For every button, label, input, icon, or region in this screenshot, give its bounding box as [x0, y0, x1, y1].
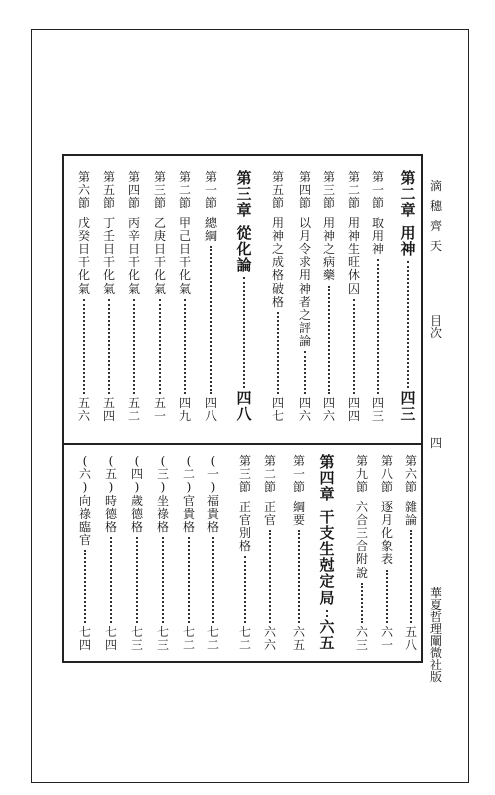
toc-entry-title: [264, 501, 276, 527]
dot-leader: [269, 530, 271, 623]
entry-title-glyphs: 戊 癸 日 干 化 氣: [77, 215, 90, 296]
toc-entry-title: [236, 223, 252, 275]
toc-page-number: [128, 397, 140, 423]
page-number-glyphs: 七 四: [78, 624, 91, 652]
toc-entry-column[interactable]: [121, 171, 147, 423]
toc-entry-column[interactable]: [286, 455, 312, 652]
section-number-glyphs: 第 五 節: [102, 170, 115, 211]
page-number-glyphs: 四 六: [298, 395, 311, 423]
toc-entry-title: [128, 217, 140, 296]
toc-entry-title: [381, 501, 393, 567]
page-number-glyphs: 七 二: [238, 624, 251, 652]
section-number-glyphs: 第 二 章: [400, 169, 416, 220]
toc-page-number: [78, 397, 90, 423]
dot-leader: [188, 537, 190, 623]
dot-leader: [110, 537, 112, 623]
entry-title-glyphs: 取 用 神: [371, 215, 384, 256]
section-number-glyphs: 第 六 節: [404, 454, 417, 495]
toc-page-number: [319, 617, 335, 652]
toc-section-number: [205, 171, 217, 211]
dot-leader: [210, 246, 212, 394]
entry-title-glyphs: 雜 論: [404, 499, 417, 527]
page-number-glyphs: 七 三: [130, 624, 143, 652]
toc-page-number: [323, 397, 335, 423]
section-number-glyphs: 第 三 節: [238, 454, 251, 495]
dot-leader: [162, 537, 164, 623]
entry-title-glyphs: 干 支 生 尅 定 局: [319, 507, 335, 607]
toc-entry-title: [131, 455, 143, 534]
entry-title-glyphs: ( 五 ) 時 德 格: [104, 454, 117, 534]
toc-entry-column[interactable]: [265, 171, 291, 423]
dot-leader: [184, 299, 186, 394]
page-number-glyphs: 六 六: [263, 624, 276, 652]
toc-section-number: [239, 455, 251, 495]
toc-section-number: [78, 171, 90, 211]
toc-section-number: [381, 455, 393, 495]
toc-entry-title: [105, 455, 117, 534]
toc-page-number: [131, 626, 143, 652]
page-number-glyphs: 四 六: [322, 395, 335, 423]
entry-title-glyphs: 綱 要: [292, 499, 305, 527]
toc-section-number: [103, 171, 115, 211]
toc-entry-column[interactable]: [374, 455, 400, 652]
toc-page-number: [105, 626, 117, 652]
toc-entry-column[interactable]: [124, 455, 150, 652]
page-number-glyphs: 五 二: [127, 395, 140, 423]
entry-title-glyphs: 丙 辛 日 干 化 氣: [127, 215, 140, 296]
toc-entry-title: [79, 455, 91, 547]
entry-title-glyphs: 從 化 論: [236, 223, 252, 274]
toc-page-number: [157, 626, 169, 652]
toc-page-number: [103, 397, 115, 423]
toc-section-number: [356, 455, 368, 495]
section-divider: [62, 443, 423, 445]
toc-entry-column[interactable]: [172, 171, 198, 423]
entry-title-glyphs: 以 月 令 求 用 神 者 之 評 論: [298, 215, 311, 349]
toc-page-number: [239, 626, 251, 652]
toc-entry-title: [372, 217, 384, 257]
toc-page-number: [348, 397, 360, 423]
page-number-glyphs: 四 八: [204, 395, 217, 423]
page-number-glyphs: 六 一: [380, 624, 393, 652]
toc-entry-title: [183, 455, 195, 534]
toc-section-number: [319, 455, 334, 504]
entry-title-glyphs: 用 神: [400, 223, 416, 258]
dot-leader: [353, 299, 355, 394]
page-number-glyphs: 六 三: [355, 624, 368, 652]
vertical-text: 華 夏 哲 理 闡 微 社 版: [429, 586, 442, 684]
toc-entry-title: [207, 455, 219, 534]
toc-entry-column[interactable]: [232, 455, 258, 652]
toc-section-number: [154, 171, 166, 211]
publisher-imprint: [426, 587, 446, 683]
toc-section-number: [323, 171, 335, 211]
toc-entry-title: [239, 501, 251, 554]
toc-entry-column[interactable]: [257, 455, 283, 652]
dot-leader: [361, 583, 363, 623]
dot-leader: [84, 550, 86, 622]
toc-entry-title: [323, 217, 335, 283]
section-number-glyphs: 第 一 節: [371, 170, 384, 211]
toc-entry-title: [405, 501, 417, 527]
page-number-glyphs: 五 四: [102, 395, 115, 423]
toc-entry-column[interactable]: [72, 455, 98, 652]
toc-entry-column[interactable]: [98, 455, 124, 652]
section-number-glyphs: 第 五 節: [271, 170, 284, 211]
toc-entry-title: [157, 455, 169, 534]
page-number-glyphs: 七 二: [182, 624, 195, 652]
toc-section-number: [128, 171, 140, 211]
toc-entry-column[interactable]: [316, 171, 342, 423]
dot-leader: [326, 610, 328, 617]
entry-title-glyphs: 正 官 別 格: [238, 499, 251, 554]
toc-section-number: [372, 171, 384, 211]
toc-section-number: [293, 455, 305, 495]
section-number-glyphs: 第 二 節: [263, 454, 276, 495]
section-number-glyphs: 第 一 節: [292, 454, 305, 495]
toc-entry-title: [154, 217, 166, 296]
dot-leader: [407, 261, 409, 388]
entry-title-glyphs: 用 神 生 旺 休 囚: [347, 215, 360, 296]
dot-leader: [298, 530, 300, 623]
page-number-glyphs: 四 七: [271, 395, 284, 423]
toc-page-number: [400, 388, 416, 423]
dot-leader: [83, 299, 85, 394]
vertical-text: 滴 穗 齊 天: [429, 179, 442, 253]
page-number-glyphs: 六 五: [319, 617, 335, 652]
toc-page-number: [264, 626, 276, 652]
entry-title-glyphs: 甲 己 日 干 化 氣: [178, 215, 191, 296]
toc-entry-title: [356, 501, 368, 580]
toc-entry-column[interactable]: [147, 171, 173, 423]
toc-page-number: [299, 397, 311, 423]
toc-section-number: [272, 171, 284, 211]
toc-entry-title: [78, 217, 90, 296]
section-number-glyphs: 第 九 節: [355, 454, 368, 495]
dot-leader: [108, 299, 110, 394]
section-number-glyphs: 第 二 節: [178, 170, 191, 211]
toc-entry-title: [400, 223, 416, 258]
toc-entry-column[interactable]: [71, 171, 97, 423]
dot-leader: [386, 570, 388, 623]
entry-title-glyphs: 乙 庚 日 干 化 氣: [153, 215, 166, 296]
toc-page-number: [205, 397, 217, 423]
section-number-glyphs: 第 八 節: [380, 454, 393, 495]
entry-title-glyphs: ( 一 ) 福 貴 格: [206, 454, 219, 534]
toc-page-number: [272, 397, 284, 423]
page-number-glyphs: 七 二: [206, 624, 219, 652]
dot-leader: [244, 556, 246, 622]
section-number-glyphs: 第 三 節: [153, 170, 166, 211]
section-number-glyphs: 第 四 節: [127, 170, 140, 211]
toc-chapter-column[interactable]: [314, 455, 340, 652]
toc-page-number: [236, 388, 252, 423]
toc-page-number: [381, 626, 393, 652]
entry-title-glyphs: ( 二 ) 官 貴 格: [182, 454, 195, 534]
vertical-text: 四: [429, 436, 442, 450]
entry-title-glyphs: 用 神 之 病 藥: [322, 215, 335, 283]
toc-page-number: [356, 626, 368, 652]
book-title: [426, 180, 446, 252]
toc-entry-column[interactable]: [292, 171, 318, 423]
toc-page-number: [183, 626, 195, 652]
toc-section-number: [405, 455, 417, 495]
toc-page-number: [154, 397, 166, 423]
toc-entry-title: [293, 501, 305, 527]
toc-entry-title: [348, 217, 360, 296]
section-number-glyphs: 第 三 章: [236, 169, 252, 220]
toc-page-number: [79, 626, 91, 652]
toc-entry-title: [299, 217, 311, 349]
page-number-glyphs: 六 五: [292, 624, 305, 652]
toc-entry-column[interactable]: [150, 455, 176, 652]
dot-leader: [410, 530, 412, 623]
toc-entry-title: [179, 217, 191, 296]
toc-entry-column[interactable]: [200, 455, 226, 652]
dot-leader: [328, 286, 330, 394]
page-number-glyphs: 四 八: [236, 388, 252, 423]
section-number-glyphs: 第 四 章: [319, 453, 335, 504]
page-number-glyphs: 五 八: [404, 624, 417, 652]
page-number-glyphs: 四 四: [347, 395, 360, 423]
page-number-glyphs: 四 九: [178, 395, 191, 423]
dot-leader: [133, 299, 135, 394]
toc-section-number: [400, 171, 415, 220]
section-number-glyphs: 第 四 節: [298, 170, 311, 211]
dot-leader: [304, 351, 306, 393]
toc-section-number: [179, 171, 191, 211]
entry-title-glyphs: 六 合 三 合 附 說: [355, 499, 368, 580]
entry-title-glyphs: ( 三 ) 坐 祿 格: [156, 454, 169, 534]
page-number-glyphs: 五 一: [153, 395, 166, 423]
toc-section-number: [348, 171, 360, 211]
page-number-glyphs: 四 三: [400, 388, 416, 423]
toc-page-number: [293, 626, 305, 652]
section-number-glyphs: 第 三 節: [322, 170, 335, 211]
toc-section-number: [299, 171, 311, 211]
section-title: [426, 315, 446, 339]
page-number-glyphs: 四 三: [371, 395, 384, 423]
page-number-glyphs: 七 四: [104, 624, 117, 652]
toc-entry-column[interactable]: [398, 455, 424, 652]
entry-title-glyphs: 逐 月 化 象 表: [380, 499, 393, 567]
toc-page-number: [405, 626, 417, 652]
toc-section-number: [236, 171, 251, 220]
page-number: [426, 437, 446, 449]
toc-page-number: [372, 397, 384, 423]
toc-entry-title: [272, 217, 284, 309]
entry-title-glyphs: ( 六 ) 向 祿 臨 官: [78, 454, 91, 548]
toc-entry-column[interactable]: [176, 455, 202, 652]
toc-entry-title: [319, 507, 335, 607]
section-number-glyphs: 第 六 節: [77, 170, 90, 211]
page-number-glyphs: 五 六: [77, 395, 90, 423]
toc-chapter-column[interactable]: [231, 171, 257, 423]
dot-leader: [243, 277, 245, 388]
toc-chapter-column[interactable]: [395, 171, 421, 423]
toc-page-number: [207, 626, 219, 652]
section-number-glyphs: 第 一 節: [204, 170, 217, 211]
toc-entry-column[interactable]: [349, 455, 375, 652]
entry-title-glyphs: 丁 壬 日 干 化 氣: [102, 215, 115, 296]
dot-leader: [212, 537, 214, 623]
toc-page-number: [179, 397, 191, 423]
toc-section-number: [264, 455, 276, 495]
entry-title-glyphs: 總 綱: [204, 215, 217, 243]
dot-leader: [159, 299, 161, 394]
toc-entry-column[interactable]: [198, 171, 224, 423]
toc-entry-title: [103, 217, 115, 296]
toc-entry-title: [205, 217, 217, 243]
dot-leader: [377, 259, 379, 394]
toc-entry-column[interactable]: [365, 171, 391, 423]
entry-title-glyphs: 正 官: [263, 499, 276, 527]
entry-title-glyphs: 用 神 之 成 格 破 格: [271, 215, 284, 309]
vertical-text: 目 次: [429, 314, 442, 340]
toc-entry-column[interactable]: [96, 171, 122, 423]
entry-title-glyphs: ( 四 ) 歲 德 格: [130, 454, 143, 534]
dot-leader: [136, 537, 138, 623]
page-number-glyphs: 七 三: [156, 624, 169, 652]
dot-leader: [277, 312, 279, 394]
section-number-glyphs: 第 二 節: [347, 170, 360, 211]
toc-entry-column[interactable]: [341, 171, 367, 423]
